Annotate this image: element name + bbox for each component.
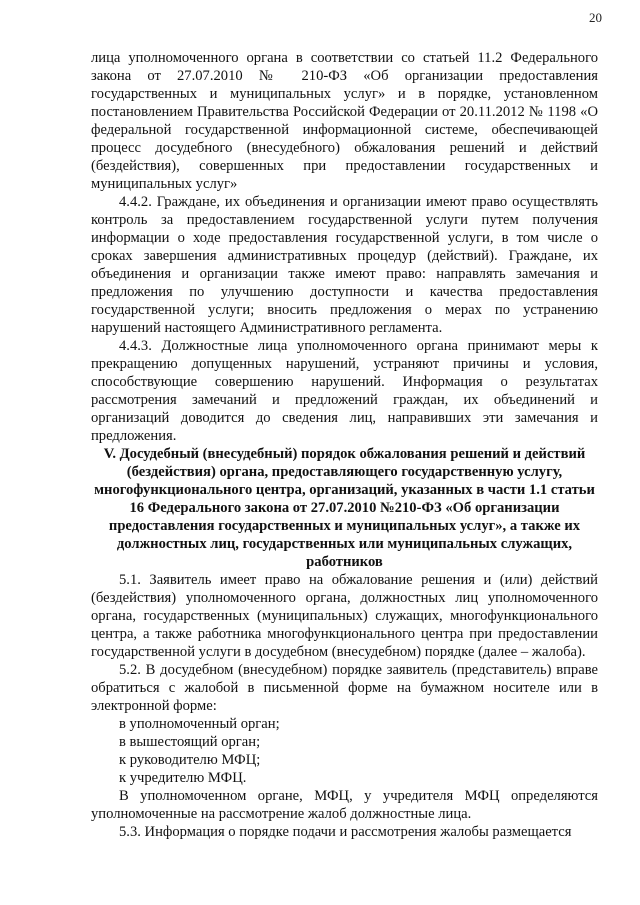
paragraph-4-4-3: 4.4.3. Должностные лица уполномоченного органа принимают меры к прекращению допущенных нарушений, устраняют причины и условия, способствующие совершению нарушений. Информация о результатах рассмотрения замечаний и предложений граждан, их объединений и организаций доводится до сведения лиц, направивших эти замечания и предложения. (91, 338, 598, 444)
paragraph-continuation: лица уполномоченного органа в соответствии со статьей 11.2 Федерального закона от 27.07.2010 № 210-ФЗ «Об организации предоставления государственных и муниципальных услуг» и в порядке, установленном постановлением Правительства Российской Федерации от 20.11.2012 № 1198 «О федеральной государственной информационной системе, обеспечивающей процесс досудебного (внесудебного) обжалования решений и действий (бездействия), совершенных при предоставлении государственных и муниципальных услуг» (91, 50, 598, 192)
list-item: к руководителю МФЦ; (119, 752, 261, 768)
paragraph-officials: В уполномоченном органе, МФЦ, у учредителя МФЦ определяются уполномоченные на рассмотрение жалоб должностные лица. (91, 788, 598, 822)
section-heading: V. Досудебный (внесудебный) порядок обжалования решений и действий (бездействия) органа, предоставляющего государственную услугу, многофункционального центра, организаций, указанных в части 1.1 статьи 16 Федерального закона от 27.07.2010 №210-ФЗ «Об организации предоставления государственных и муниципальных услуг», а также их должностных лиц, государственных или муниципальных служащих, работников (94, 446, 595, 570)
paragraph-5-2: 5.2. В досудебном (внесудебном) порядке заявитель (представитель) вправе обратиться с жалобой в письменной форме на бумажном носителе или в электронной форме: (91, 662, 598, 714)
list-item: к учредителю МФЦ. (119, 770, 247, 786)
paragraph-5-1: 5.1. Заявитель имеет право на обжалование решения и (или) действий (бездействия) уполномоченного органа, должностных лиц уполномоченного органа, государственных (муниципальных) служащих, многофункционального центра, а также работника многофункционального центра при предоставлении государственной услуги в досудебном (внесудебном) порядке (далее – жалоба). (91, 572, 598, 660)
list-item: в вышестоящий орган; (119, 734, 261, 750)
page-number: 20 (589, 10, 602, 25)
list-item: в уполномоченный орган; (119, 716, 280, 732)
paragraph-4-4-2: 4.4.2. Граждане, их объединения и организации имеют право осуществлять контроль за предоставлением государственной услуги путем получения информации о ходе предоставления государственной услуги, в том числе о сроках завершения административных процедур (действий). Граждане, их объединения и организации также имеют право: направлять замечания и предложения по улучшению доступности и качества предоставления государственной услуги; вносить предложения о мерах по устранению нарушений настоящего Административного регламента. (91, 194, 598, 336)
document-body (91, 49, 598, 841)
paragraph-5-3: 5.3. Информация о порядке подачи и рассмотрения жалобы размещается (119, 824, 572, 840)
